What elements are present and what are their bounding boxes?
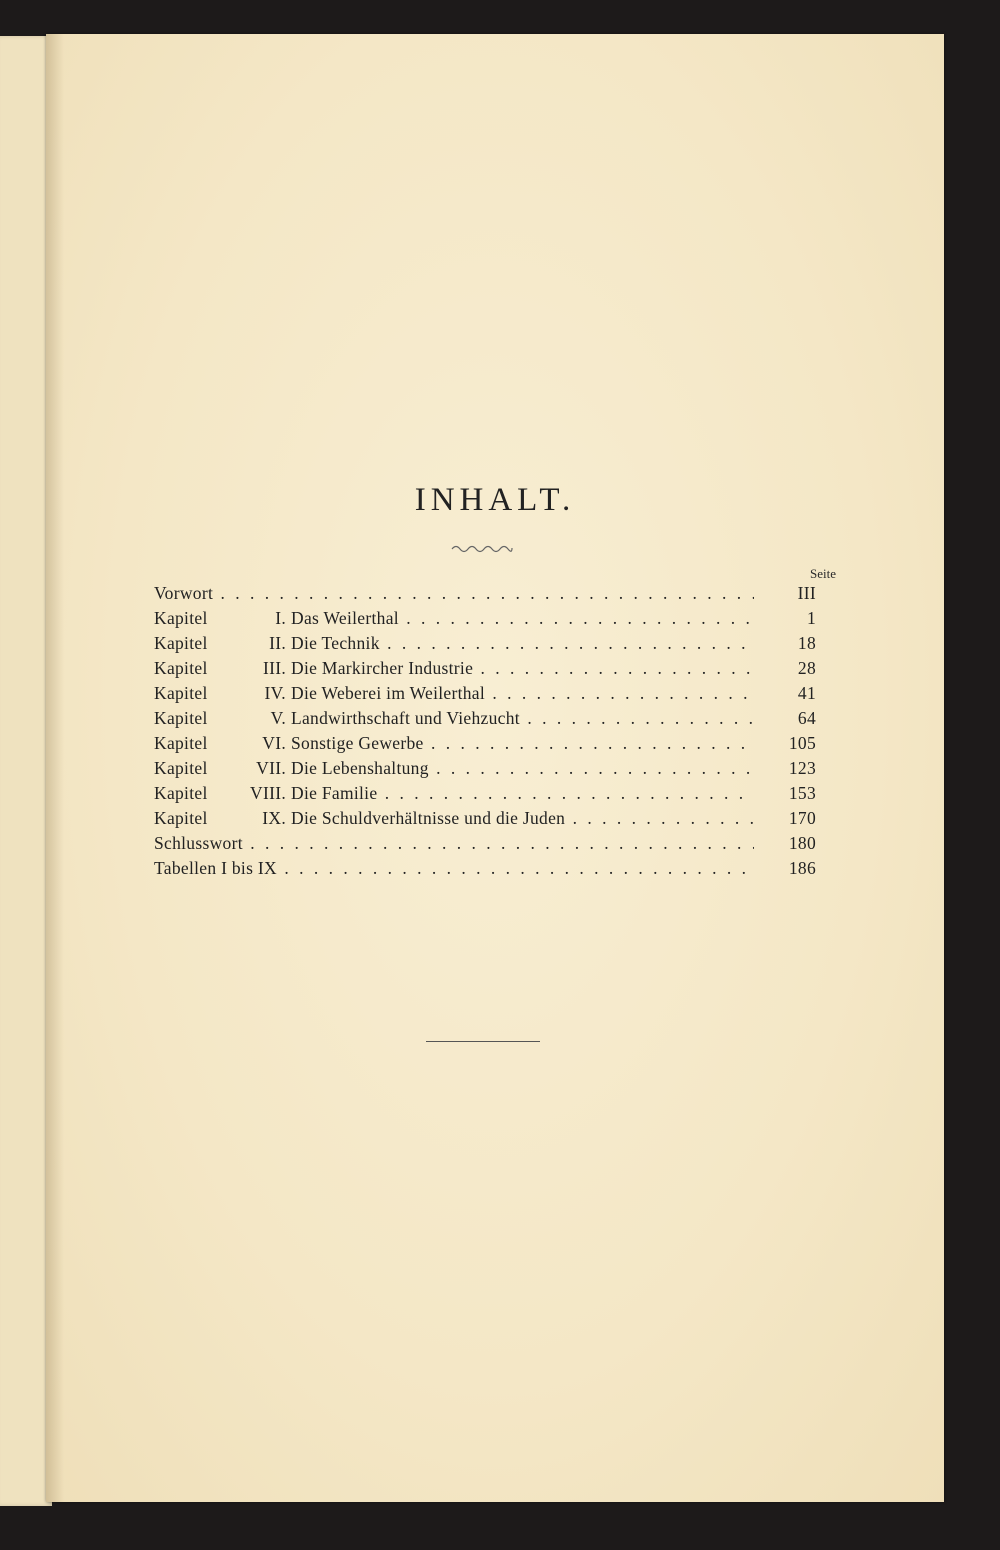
toc-entry-title: Sonstige Gewerbe . . .	[291, 731, 754, 756]
toc-entry-title: Tabellen I bis IX . . .	[154, 856, 754, 881]
toc-entry-page: 180	[788, 833, 816, 853]
toc-entry-title: Die Lebenshaltung . . .	[291, 756, 754, 781]
toc-entry-page: 28	[797, 658, 816, 678]
previous-page-edge	[0, 36, 52, 1506]
toc-entry-number: IX.	[262, 808, 286, 828]
toc-entry-number: IV.	[264, 683, 286, 703]
toc-entry-page: 186	[788, 858, 816, 878]
toc-entry-page: 18	[797, 633, 816, 653]
toc-entry-number: III.	[262, 658, 286, 678]
toc-entry-chapter-8	[154, 781, 816, 806]
toc-entry-chapter-7	[154, 756, 816, 781]
page-column-header: Seite	[810, 566, 836, 581]
toc-entry-title: Schlusswort . . .	[154, 831, 754, 856]
toc-entry-label: Kapitel	[154, 608, 208, 628]
toc-entry-title: Das Weilerthal . . .	[291, 606, 754, 631]
toc-entry-label: Kapitel	[154, 683, 208, 703]
toc-entry-label: Kapitel	[154, 808, 208, 828]
toc-entry-schlusswort	[154, 831, 816, 856]
toc-entry-page: III	[797, 583, 816, 603]
toc-entry-chapter-5	[154, 706, 816, 731]
toc-entry-title: Die Familie . . .	[291, 781, 754, 806]
toc-entry-page: 105	[788, 733, 816, 753]
toc-entry-title: Die Weberei im Weilerthal . . .	[291, 681, 754, 706]
toc-entry-chapter-3	[154, 656, 816, 681]
toc-entry-number: II.	[269, 633, 286, 653]
toc-entry-tabellen	[154, 856, 816, 881]
toc-entry-number: VIII.	[250, 783, 286, 803]
table-of-contents	[154, 581, 816, 881]
toc-entry-label: Kapitel	[154, 658, 208, 678]
toc-entry-chapter-1	[154, 606, 816, 631]
toc-entry-label: Kapitel	[154, 633, 208, 653]
toc-entry-page: 1	[806, 608, 816, 628]
toc-entry-page: 64	[797, 708, 816, 728]
toc-entry-title: Die Technik . . .	[291, 631, 754, 656]
toc-entry-chapter-9	[154, 806, 816, 831]
toc-entry-page: 123	[788, 758, 816, 778]
closing-rule	[426, 1041, 540, 1042]
toc-entry-number: I.	[275, 608, 286, 628]
spine-shadow	[46, 34, 64, 1502]
toc-entry-chapter-4	[154, 681, 816, 706]
toc-entry-label: Kapitel	[154, 758, 208, 778]
toc-entry-label: Kapitel	[154, 733, 208, 753]
toc-entry-chapter-6	[154, 731, 816, 756]
toc-entry-label: Kapitel	[154, 708, 208, 728]
toc-entry-chapter-2	[154, 631, 816, 656]
toc-entry-title: Die Schuldverhältnisse und die Juden . . .	[291, 806, 754, 831]
page-title: INHALT.	[414, 482, 576, 518]
toc-entry-vorwort	[154, 581, 816, 606]
toc-entry-title: Vorwort . . .	[154, 581, 754, 606]
toc-entry-title: Landwirthschaft und Viehzucht . . .	[291, 706, 754, 731]
book-page	[46, 34, 944, 1502]
toc-entry-title: Die Markircher Industrie . . .	[291, 656, 754, 681]
toc-entry-page: 41	[797, 683, 816, 703]
toc-entry-label: Kapitel	[154, 783, 208, 803]
toc-entry-number: V.	[270, 708, 286, 728]
toc-entry-number: VI.	[262, 733, 286, 753]
toc-entry-page: 153	[788, 783, 816, 803]
toc-entry-page: 170	[788, 808, 816, 828]
wavy-ornament-icon	[450, 542, 514, 554]
toc-entry-number: VII.	[256, 758, 286, 778]
